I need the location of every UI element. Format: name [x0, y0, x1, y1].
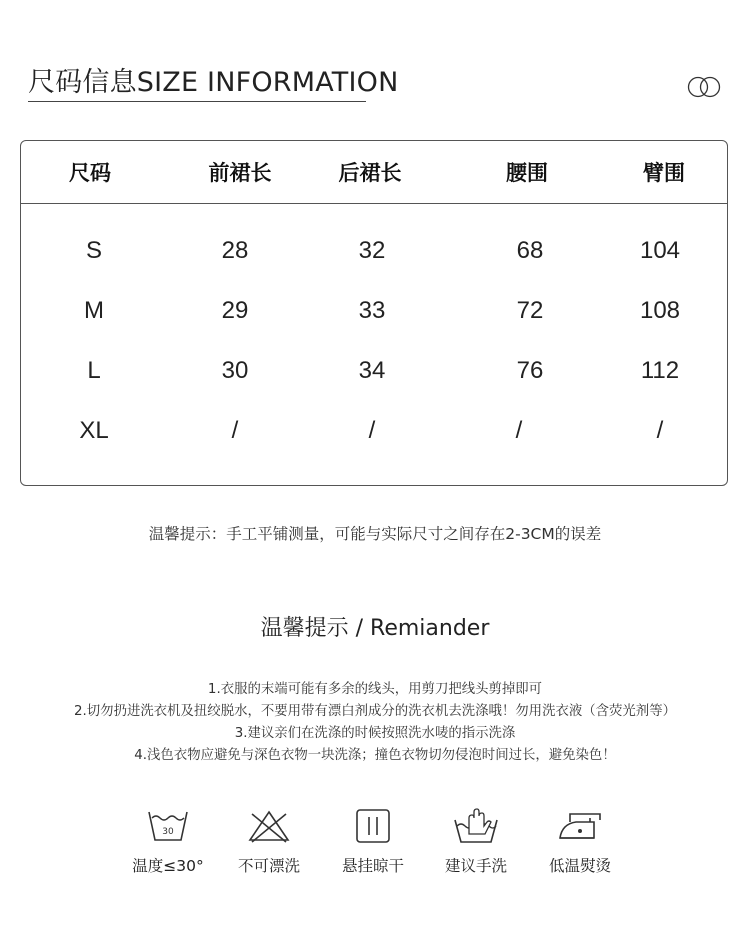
care-icon-label: 低温熨烫 [548, 857, 611, 875]
table-cell: 30 [221, 357, 249, 384]
double-ring-icon [686, 76, 722, 98]
page-title: 尺码信息SIZE INFORMATION [28, 67, 399, 98]
table-cell: 112 [640, 357, 680, 384]
table-header [21, 141, 727, 204]
table-row [21, 341, 727, 401]
wash-30-icon [145, 806, 191, 846]
column-header-back-length: 后裙长 [338, 161, 402, 185]
care-item: 1.衣服的末端可能有多余的线头，用剪刀把线头剪掉即可 [207, 682, 543, 697]
table-row [21, 401, 727, 461]
wash-temperature-number: 30 [162, 827, 174, 837]
table-cell: 76 [516, 357, 544, 384]
table-cell: / [368, 417, 376, 444]
no-bleach-icon [246, 806, 292, 846]
low-iron-icon [556, 806, 604, 846]
size-table [20, 140, 728, 486]
table-cell: 104 [639, 237, 681, 264]
hand-wash-icon [451, 806, 501, 846]
table-row [21, 281, 727, 341]
table-cell: 29 [221, 297, 249, 324]
care-title: 温馨提示 / Remiander [260, 616, 490, 641]
table-cell: 108 [639, 297, 681, 324]
header [28, 60, 399, 99]
measurement-tip: 温馨提示：手工平铺测量，可能与实际尺寸之间存在2-3CM的误差 [148, 525, 602, 543]
table-row [21, 221, 727, 281]
table-cell: 33 [358, 297, 386, 324]
care-icon-low-iron [525, 806, 635, 876]
table-cell: 34 [358, 357, 386, 384]
table-cell: / [231, 417, 239, 444]
table-cell: 72 [516, 297, 544, 324]
care-icon-label: 不可漂洗 [237, 857, 300, 875]
care-item: 3.建议亲们在洗涤的时候按照洗水唛的指示洗涤 [234, 726, 516, 741]
care-icon-label: 温度≤30° [132, 857, 204, 875]
care-instructions [0, 679, 750, 767]
care-item: 4.浅色衣物应避免与深色衣物一块洗涤；撞色衣物切勿侵泡时间过长，避免染色！ [134, 748, 616, 763]
table-cell: / [656, 417, 664, 444]
table-cell: XL [79, 417, 109, 444]
table-cell: 68 [516, 237, 544, 264]
column-header-size: 尺码 [69, 161, 111, 185]
table-cell: S [85, 237, 103, 264]
care-icon-label: 建议手洗 [444, 857, 507, 875]
table-cell: / [515, 417, 523, 444]
table-cell: 32 [358, 237, 386, 264]
care-icon-hand-wash [421, 806, 531, 876]
care-item: 2.切勿扔进洗衣机及扭绞脱水，不要用带有漂白剂成分的洗衣机去洗涤哦！勿用洗衣液（含荧光剂等） [74, 704, 676, 719]
care-icon-no-bleach [214, 806, 324, 876]
table-cell: M [84, 297, 104, 324]
care-icon-wash [113, 806, 223, 876]
care-icon-label: 悬挂晾干 [341, 857, 404, 875]
column-header-waist: 腰围 [506, 161, 548, 185]
hang-dry-icon [350, 806, 396, 846]
table-cell: L [87, 357, 101, 384]
care-icon-hang-dry [318, 806, 428, 876]
table-cell: 28 [221, 237, 249, 264]
column-header-front-length: 前裙长 [208, 161, 272, 185]
column-header-arm: 臂围 [643, 161, 685, 185]
title-underline [28, 101, 366, 102]
